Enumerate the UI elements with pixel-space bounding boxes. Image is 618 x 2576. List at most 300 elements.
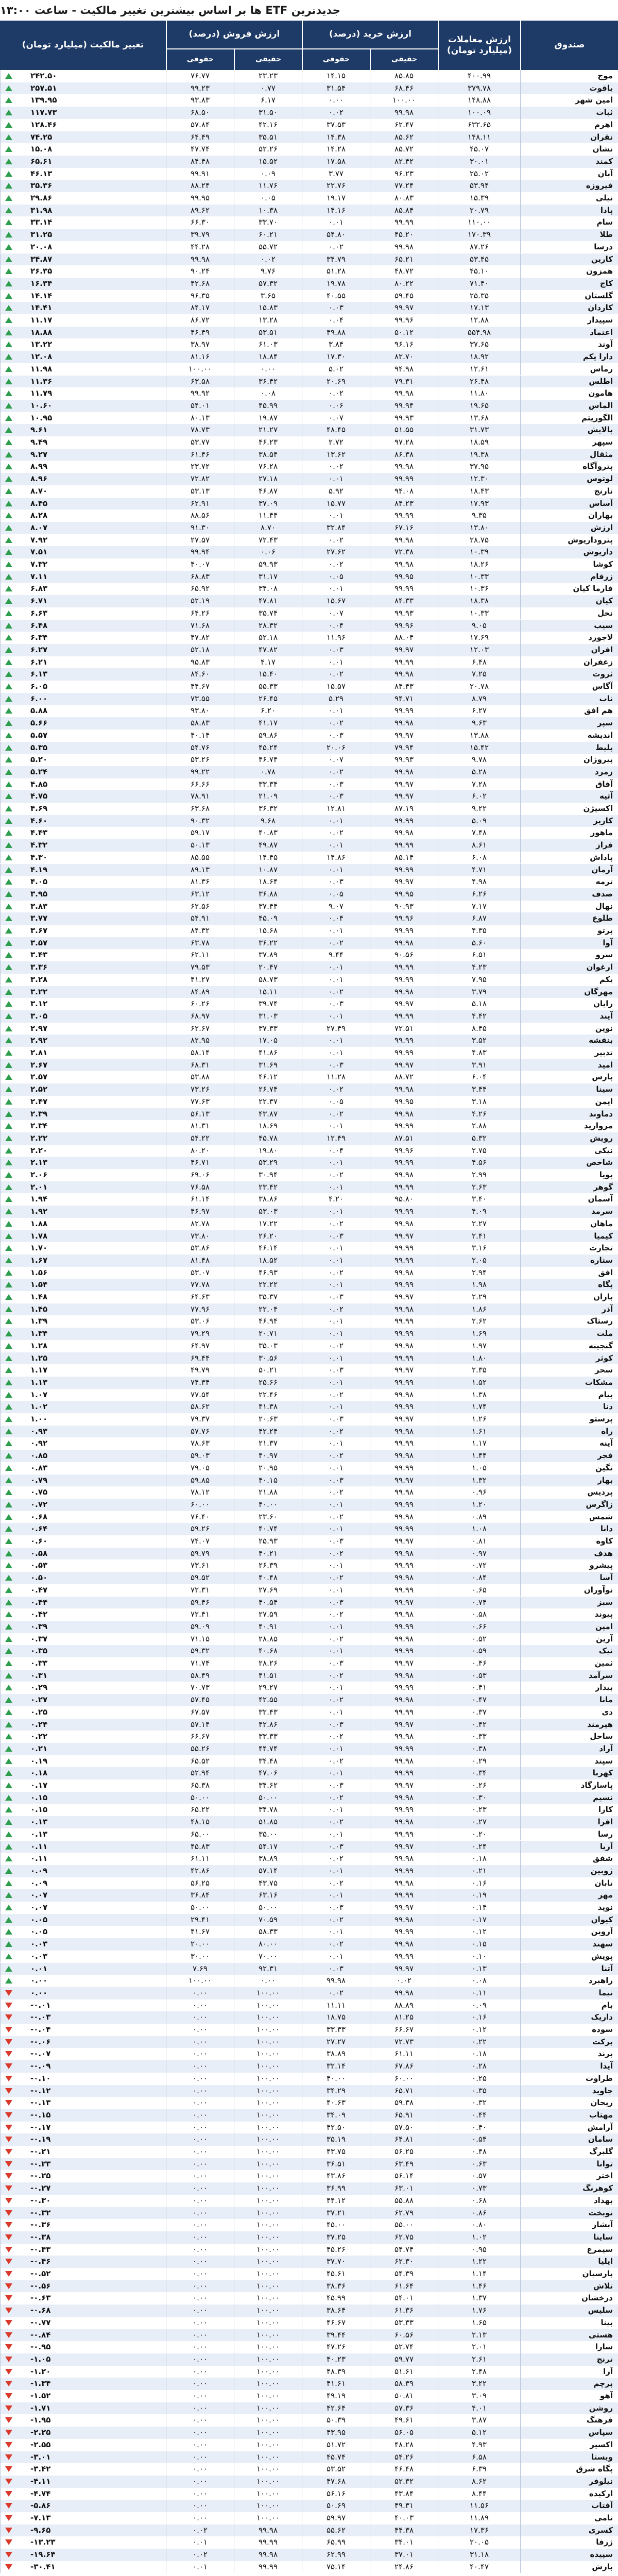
fund-name-cell: نیلوفر <box>520 2476 618 2488</box>
ownership-change-cell: ۰.۰۹ <box>0 1877 166 1890</box>
table-row <box>0 2304 618 2317</box>
ownership-change-cell: -۱۹.۶۴ <box>0 2549 166 2561</box>
table-row <box>0 1572 618 1584</box>
sell-real-cell: ۲۲.۲۲ <box>234 1279 302 1291</box>
table-row <box>0 1767 618 1780</box>
ownership-change-cell: ۳.۱۲ <box>0 998 166 1010</box>
ownership-change-cell: ۱.۰۷ <box>0 1389 166 1401</box>
table-row <box>0 876 618 888</box>
ownership-change-cell: ۱.۳۹ <box>0 1315 166 1328</box>
sell-legal-cell: ۸۴.۳۲ <box>166 925 234 937</box>
sell-real-cell: ۴۰.۷۴ <box>234 1523 302 1535</box>
sell-real-cell: ۲۲.۰۴ <box>234 1303 302 1316</box>
ownership-change-cell: ۵.۸۸ <box>0 705 166 717</box>
ownership-change-cell: ۰.۰۳ <box>0 1951 166 1963</box>
fund-name-cell: آرمان <box>520 864 618 876</box>
fund-name-cell: پیروزان <box>520 754 618 766</box>
trade-value-cell: ۱۷.۳۶ <box>438 2524 520 2537</box>
fund-name-cell: ریحان <box>520 2097 618 2109</box>
table-row <box>0 290 618 302</box>
fund-name-cell: کارا <box>520 1804 618 1816</box>
sell-real-cell: ۳۷.۰۹ <box>234 498 302 510</box>
fund-name-cell: رایان <box>520 998 618 1010</box>
fund-name-cell: الماس <box>520 400 618 412</box>
trade-value-cell: ۷.۴۸ <box>438 827 520 839</box>
sell-legal-cell: ۷۷.۶۳ <box>166 1096 234 1108</box>
sell-legal-cell: ۷۸.۹۱ <box>166 790 234 803</box>
ownership-change-cell: ۴۶.۱۳ <box>0 168 166 180</box>
buy-real-cell: ۹۹.۹۹ <box>370 705 438 717</box>
trade-value-cell: ۲.۹۹ <box>438 1169 520 1181</box>
buy-real-cell: ۹۹.۹۶ <box>370 912 438 925</box>
buy-legal-cell: ۰.۰۲ <box>302 1426 370 1438</box>
ownership-change-cell: ۰.۶۰ <box>0 1535 166 1548</box>
buy-legal-cell: ۴۸.۴۵ <box>302 424 370 436</box>
sell-legal-cell: ۵۰.۰۰ <box>166 1792 234 1804</box>
buy-legal-cell: ۳۴.۲۹ <box>302 2085 370 2097</box>
sell-real-cell: ۳۵.۵۱ <box>234 131 302 144</box>
buy-legal-cell: ۰.۰۲ <box>302 1938 370 1951</box>
trade-value-cell: ۶.۴۸ <box>438 656 520 669</box>
sell-legal-cell: ۸۰.۱۳ <box>166 412 234 425</box>
table-row <box>0 1437 618 1450</box>
buy-real-cell: ۶۵.۲۱ <box>370 253 438 266</box>
buy-legal-cell: ۰.۰۱ <box>302 1120 370 1132</box>
trade-value-cell: ۰.۵۹ <box>438 1645 520 1657</box>
buy-legal-cell: ۴۵.۷۴ <box>302 2451 370 2464</box>
table-row <box>0 1597 618 1609</box>
table-row <box>0 1132 618 1145</box>
trade-value-cell: ۰.۱۷ <box>438 1914 520 1926</box>
buy-legal-cell: ۶۲.۹۹ <box>302 2549 370 2561</box>
buy-legal-cell: ۵۶.۱۶ <box>302 2488 370 2500</box>
table-row <box>0 1841 618 1853</box>
ownership-change-cell: ۰.۰۵ <box>0 1926 166 1938</box>
fund-name-cell: نوبخت <box>520 2207 618 2219</box>
buy-legal-cell: ۰.۰۳ <box>302 1364 370 1377</box>
sell-legal-cell: ۵۴.۲۲ <box>166 1132 234 1145</box>
table-row <box>0 229 618 241</box>
table-row <box>0 1096 618 1108</box>
sell-real-cell: ۱۰۰.۰۰ <box>234 2488 302 2500</box>
sell-legal-cell: ۹۹.۲۳ <box>166 82 234 95</box>
sell-legal-cell: ۷۱.۶۸ <box>166 620 234 632</box>
table-row <box>0 107 618 119</box>
buy-real-cell: ۶۸.۴۶ <box>370 82 438 95</box>
fund-name-cell: سپاس <box>520 2427 618 2439</box>
ownership-change-cell: ۲.۹۲ <box>0 1035 166 1047</box>
buy-legal-cell: ۴۶.۶۷ <box>302 2317 370 2329</box>
sell-real-cell: ۲۳.۶۰ <box>234 1511 302 1523</box>
buy-legal-cell: ۰.۰۱ <box>302 473 370 485</box>
buy-legal-cell: ۰.۰۱ <box>302 1682 370 1694</box>
buy-real-cell: ۹۹.۹۹ <box>370 1645 438 1657</box>
buy-real-cell: ۹۹.۹۸ <box>370 387 438 400</box>
buy-legal-cell: ۱۷.۵۸ <box>302 156 370 168</box>
sell-legal-cell: ۰.۰۰ <box>166 2073 234 2085</box>
table-row <box>0 400 618 412</box>
table-row <box>0 730 618 742</box>
buy-real-cell: ۹۷.۲۸ <box>370 436 438 449</box>
buy-legal-cell: ۴.۲۰ <box>302 1193 370 1206</box>
buy-legal-cell: ۱۷.۳۰ <box>302 351 370 363</box>
trade-value-cell: ۱۲.۳۰ <box>438 473 520 485</box>
fund-name-cell: نگین <box>520 1462 618 1475</box>
sell-real-cell: ۳۵.۳۷ <box>234 1291 302 1303</box>
ownership-change-cell: ۶.۶۳ <box>0 607 166 620</box>
sell-real-cell: ۲۱.۲۷ <box>234 424 302 436</box>
ownership-change-cell: ۰.۷۵ <box>0 1486 166 1499</box>
buy-legal-cell: ۰.۰۲ <box>302 1731 370 1743</box>
ownership-change-cell: ۲.۴۷ <box>0 1096 166 1108</box>
ownership-change-cell: -۰.۳۰ <box>0 2195 166 2207</box>
buy-real-cell: ۹۹.۹۸ <box>370 107 438 119</box>
buy-real-cell: ۵۵.۰۰ <box>370 2219 438 2231</box>
table-row <box>0 571 618 583</box>
buy-legal-cell: ۱۹.۱۷ <box>302 192 370 205</box>
trade-value-cell: ۲.۴۱ <box>438 1230 520 1243</box>
sell-legal-cell: ۲۷.۵۷ <box>166 534 234 547</box>
sell-legal-cell: ۰.۰۰ <box>166 2170 234 2182</box>
buy-legal-cell: ۰.۰۱ <box>302 1315 370 1328</box>
buy-legal-cell: ۰.۰۲ <box>302 241 370 253</box>
buy-real-cell: ۹۹.۹۸ <box>370 1218 438 1230</box>
sell-legal-cell: ۶۹.۰۶ <box>166 1169 234 1181</box>
table-row <box>0 1291 618 1303</box>
ownership-change-cell: ۰.۰۷ <box>0 1889 166 1902</box>
buy-real-cell: ۴۹.۶۱ <box>370 2414 438 2427</box>
sell-real-cell: ۷۰.۵۹ <box>234 1914 302 1926</box>
fund-name-cell: سبز <box>520 1597 618 1609</box>
sell-legal-cell: ۷۹.۰۵ <box>166 1462 234 1475</box>
fund-name-cell: گلستان <box>520 290 618 302</box>
ownership-change-cell: ۲.۵۲ <box>0 1083 166 1096</box>
table-row <box>0 778 618 791</box>
buy-legal-cell: ۰.۰۰ <box>302 94 370 107</box>
sell-real-cell: ۲۵.۶۶ <box>234 1377 302 1389</box>
trade-value-cell: ۱۰.۳۶ <box>438 583 520 595</box>
table-row <box>0 1242 618 1255</box>
sell-real-cell: ۰.۰۰ <box>234 1975 302 1987</box>
ownership-change-cell: ۰.۶۴ <box>0 1523 166 1535</box>
sell-legal-cell: ۵۳.۲۶ <box>166 754 234 766</box>
buy-real-cell: ۹۹.۹۹ <box>370 864 438 876</box>
ownership-change-cell: -۲.۲۵ <box>0 2427 166 2439</box>
buy-legal-cell: ۰.۰۷ <box>302 754 370 766</box>
buy-legal-cell: ۴۰.۲۳ <box>302 2353 370 2366</box>
ownership-change-cell: ۲.۵۷ <box>0 1071 166 1083</box>
table-row <box>0 216 618 229</box>
sell-real-cell: ۵۵.۷۲ <box>234 241 302 253</box>
buy-real-cell: ۹۹.۹۸ <box>370 1816 438 1828</box>
trade-value-cell: ۵.۰۹ <box>438 815 520 827</box>
sell-legal-cell: ۰.۰۰ <box>166 2317 234 2329</box>
table-row <box>0 1645 618 1657</box>
sell-real-cell: ۴۶.۹۴ <box>234 1315 302 1328</box>
sell-real-cell: ۱۰۰.۰۰ <box>234 2427 302 2439</box>
trade-value-cell: ۰.۱۸ <box>438 2048 520 2060</box>
ownership-change-cell: ۸.۰۷ <box>0 522 166 534</box>
buy-real-cell: ۹۹.۹۸ <box>370 241 438 253</box>
sell-legal-cell: ۶۶.۳۰ <box>166 216 234 229</box>
trade-value-cell: ۱۷۰.۳۹ <box>438 229 520 241</box>
table-row <box>0 2219 618 2231</box>
fund-name-cell: سپیدار <box>520 314 618 327</box>
sell-real-cell: ۲۷.۵۹ <box>234 1608 302 1621</box>
buy-real-cell: ۹۵.۸۰ <box>370 1193 438 1206</box>
fund-name-cell: آبشار <box>520 2219 618 2231</box>
trade-value-cell: ۹.۷۸ <box>438 754 520 766</box>
sell-real-cell: ۵۱.۸۵ <box>234 1816 302 1828</box>
trade-value-cell: ۱۱.۸۰ <box>438 387 520 400</box>
sell-legal-cell: ۰.۰۰ <box>166 2451 234 2464</box>
sell-real-cell: ۲۲.۳۷ <box>234 1096 302 1108</box>
sell-real-cell: ۴۱.۵۱ <box>234 1670 302 1682</box>
buy-real-cell: ۵۰.۱۲ <box>370 327 438 339</box>
buy-real-cell: ۹۹.۹۹ <box>370 1889 438 1902</box>
trade-value-cell: ۲.۳۵ <box>438 1364 520 1377</box>
table-row <box>0 205 618 217</box>
fund-name-cell: جاوید <box>520 2085 618 2097</box>
sell-real-cell: ۹۹.۹۸ <box>234 2524 302 2537</box>
ownership-change-cell: ۳.۸۳ <box>0 901 166 913</box>
fund-name-cell: راه <box>520 1426 618 1438</box>
buy-legal-cell: ۳.۸۴ <box>302 338 370 351</box>
buy-real-cell: ۹۹.۹۹ <box>370 1120 438 1132</box>
fund-name-cell: سوده <box>520 2024 618 2036</box>
sell-real-cell: ۳۷.۴۴ <box>234 901 302 913</box>
buy-real-cell: ۹۹.۹۹ <box>370 1682 438 1694</box>
trade-value-cell: ۲.۱۳ <box>438 2329 520 2342</box>
fund-name-cell: آسا <box>520 1572 618 1584</box>
trade-value-cell: ۰.۰۸ <box>438 1975 520 1987</box>
ownership-change-cell: -۰.۷۷ <box>0 2317 166 2329</box>
buy-real-cell: ۹۹.۹۷ <box>370 1657 438 1670</box>
buy-legal-cell: ۰.۰۲ <box>302 1511 370 1523</box>
sell-legal-cell: ۱۰۰.۰۰ <box>166 363 234 376</box>
buy-real-cell: ۸۸.۸۹ <box>370 1999 438 2012</box>
sell-legal-cell: ۶۴.۹۷ <box>166 1340 234 1352</box>
trade-value-cell: ۵۳.۹۴ <box>438 180 520 192</box>
trade-value-cell: ۴.۲۶ <box>438 1108 520 1121</box>
trade-value-cell: ۵.۱۸ <box>438 998 520 1010</box>
fund-name-cell: پیام <box>520 1389 618 1401</box>
ownership-change-cell: -۳۰.۴۱ <box>0 2561 166 2573</box>
fund-name-cell: آگاس <box>520 681 618 693</box>
fund-name-cell: افق <box>520 1267 618 1279</box>
table-row <box>0 156 618 168</box>
ownership-change-cell: -۱.۳۴ <box>0 2378 166 2390</box>
ownership-change-cell: ۰.۰۳ <box>0 1938 166 1951</box>
sell-legal-cell: ۰.۰۰ <box>166 2414 234 2427</box>
ownership-change-cell: ۶.۰۰ <box>0 693 166 705</box>
ownership-change-cell: ۰.۱۷ <box>0 1780 166 1792</box>
buy-legal-cell: ۰.۰۳ <box>302 1963 370 1975</box>
sell-legal-cell: ۶۲.۱۱ <box>166 949 234 961</box>
sell-real-cell: ۱۰۰.۰۰ <box>234 2268 302 2280</box>
table-row <box>0 1328 618 1340</box>
ownership-change-cell: -۰.۶۳ <box>0 2292 166 2304</box>
table-row <box>0 131 618 144</box>
ownership-change-cell: ۱۴.۴۱ <box>0 302 166 314</box>
table-row <box>0 693 618 705</box>
fund-name-cell: هدف <box>520 1548 618 1560</box>
buy-real-cell: ۹۹.۹۸ <box>370 1987 438 1999</box>
table-row <box>0 1499 618 1511</box>
trade-value-cell: ۰.۹۷ <box>438 1548 520 1560</box>
buy-legal-cell: ۰.۰۳ <box>302 1475 370 1487</box>
sell-legal-cell: ۰.۰۰ <box>166 2341 234 2353</box>
trade-value-cell: ۶.۵۸ <box>438 2451 520 2464</box>
ownership-change-cell: ۰.۱۱ <box>0 1841 166 1853</box>
sell-legal-cell: ۰.۰۰ <box>166 2427 234 2439</box>
buy-real-cell: ۹۰.۹۳ <box>370 901 438 913</box>
buy-real-cell: ۹۹.۹۸ <box>370 1731 438 1743</box>
sell-legal-cell: ۹۶.۳۵ <box>166 290 234 302</box>
sell-real-cell: ۳۵.۷۴ <box>234 607 302 620</box>
sell-real-cell: ۲۶.۷۴ <box>234 1083 302 1096</box>
fund-name-cell: پرند <box>520 2048 618 2060</box>
buy-legal-cell: ۲۷.۶۲ <box>302 546 370 558</box>
sell-legal-cell: ۴۴.۲۸ <box>166 241 234 253</box>
sell-real-cell: ۶۰.۲۱ <box>234 229 302 241</box>
trade-value-cell: ۰.۵۴ <box>438 2133 520 2146</box>
buy-real-cell: ۹۹.۹۹ <box>370 1047 438 1059</box>
trade-value-cell: ۱.۶۹ <box>438 1328 520 1340</box>
ownership-change-cell: -۰.۱۰ <box>0 2073 166 2085</box>
trade-value-cell: ۶.۲۶ <box>438 888 520 901</box>
fund-name-cell: برکت <box>520 2036 618 2048</box>
buy-real-cell: ۹۹.۹۹ <box>370 1560 438 1572</box>
table-row <box>0 1853 618 1865</box>
sell-legal-cell: ۶۲.۵۶ <box>166 901 234 913</box>
trade-value-cell: ۲۰.۰۵ <box>438 2536 520 2549</box>
buy-legal-cell: ۱۴.۱۶ <box>302 205 370 217</box>
buy-real-cell: ۹۹.۹۷ <box>370 876 438 888</box>
ownership-change-cell: ۳۳.۱۴ <box>0 216 166 229</box>
trade-value-cell: ۰.۵۷ <box>438 2170 520 2182</box>
fund-name-cell: اختر <box>520 2170 618 2182</box>
trade-value-cell: ۲.۲۷ <box>438 1218 520 1230</box>
sell-real-cell: ۱۸.۵۲ <box>234 1255 302 1267</box>
fund-name-cell: کاردان <box>520 302 618 314</box>
buy-real-cell: ۹۹.۹۷ <box>370 730 438 742</box>
trade-value-cell: ۶.۳۹ <box>438 2463 520 2476</box>
ownership-change-cell: ۸.۲۸ <box>0 510 166 522</box>
sell-real-cell: ۴۱.۱۷ <box>234 717 302 730</box>
sell-legal-cell: ۴۸.۱۵ <box>166 1816 234 1828</box>
buy-real-cell: ۹۹.۹۸ <box>370 1792 438 1804</box>
trade-value-cell: ۱.۹۷ <box>438 1340 520 1352</box>
buy-legal-cell: ۰.۰۵ <box>302 571 370 583</box>
sell-legal-cell: ۴۷.۷۴ <box>166 143 234 156</box>
sell-legal-cell: ۵۹.۸۵ <box>166 1475 234 1487</box>
table-row <box>0 1255 618 1267</box>
ownership-change-cell: ۴.۷۵ <box>0 790 166 803</box>
sell-legal-cell: ۵۳.۰۷ <box>166 1267 234 1279</box>
buy-legal-cell: ۰.۰۱ <box>302 1865 370 1877</box>
sell-legal-cell: ۸۹.۶۲ <box>166 205 234 217</box>
sell-real-cell: ۲۷.۱۸ <box>234 473 302 485</box>
table-row <box>0 1413 618 1426</box>
header-buy: ارزش خرید (درصد) <box>302 21 438 49</box>
sell-legal-cell: ۷۳.۲۶ <box>166 1083 234 1096</box>
fund-name-cell: آینه <box>520 1437 618 1450</box>
sell-real-cell: ۱۰۰.۰۰ <box>234 1999 302 2012</box>
sell-legal-cell: ۰.۰۰ <box>166 2439 234 2451</box>
sell-legal-cell: ۷۹.۲۹ <box>166 1328 234 1340</box>
buy-legal-cell: ۱۱.۹۶ <box>302 632 370 644</box>
buy-real-cell: ۹۹.۹۸ <box>370 766 438 778</box>
header-buy-real: حقیقی <box>370 49 438 70</box>
buy-real-cell: ۹۹.۹۹ <box>370 1621 438 1633</box>
fund-name-cell: داریک <box>520 2011 618 2024</box>
ownership-change-cell: ۲.۲۰ <box>0 1145 166 1157</box>
buy-legal-cell: ۹.۰۷ <box>302 901 370 913</box>
ownership-change-cell: -۰.۵۲ <box>0 2268 166 2280</box>
table-row <box>0 2512 618 2524</box>
fund-name-cell: نوین <box>520 1023 618 1035</box>
sell-real-cell: ۴۳.۷۵ <box>234 1877 302 1890</box>
buy-real-cell: ۵۶.۲۵ <box>370 2146 438 2158</box>
table-row <box>0 2353 618 2366</box>
sell-legal-cell: ۳۶.۸۴ <box>166 1889 234 1902</box>
buy-legal-cell: ۴۲.۶۴ <box>302 2402 370 2415</box>
sell-legal-cell: ۶۳.۶۸ <box>166 803 234 815</box>
ownership-change-cell: ۵.۲۴ <box>0 766 166 778</box>
trade-value-cell: ۱۹.۶۵ <box>438 400 520 412</box>
ownership-change-cell: ۱۳۹.۹۵ <box>0 94 166 107</box>
trade-value-cell: ۰.۱۸ <box>438 1853 520 1865</box>
trade-value-cell: ۱۰.۳۳ <box>438 607 520 620</box>
sell-real-cell: ۹۹.۹۹ <box>234 2561 302 2573</box>
buy-legal-cell: ۰.۰۱ <box>302 1645 370 1657</box>
buy-legal-cell: ۵.۰۲ <box>302 363 370 376</box>
trade-value-cell: ۳.۹۱ <box>438 1059 520 1072</box>
fund-name-cell: کمند <box>520 156 618 168</box>
buy-legal-cell: ۰.۰۲ <box>302 558 370 571</box>
sell-real-cell: ۱۰۰.۰۰ <box>234 2024 302 2036</box>
sell-real-cell: ۳۴.۰۸ <box>234 583 302 595</box>
table-row <box>0 1083 618 1096</box>
sell-real-cell: ۲۰.۷۱ <box>234 1328 302 1340</box>
sell-real-cell: ۶۳.۱۶ <box>234 1889 302 1902</box>
table-row <box>0 1657 618 1670</box>
table-row <box>0 485 618 498</box>
sell-real-cell: ۲۶.۳۹ <box>234 1560 302 1572</box>
ownership-change-cell: -۰.۸۴ <box>0 2329 166 2342</box>
trade-value-cell: ۳۱.۱۸ <box>438 2549 520 2561</box>
buy-real-cell: ۹۹.۹۸ <box>370 1877 438 1890</box>
sell-legal-cell: ۵۹.۳۲ <box>166 1645 234 1657</box>
sell-real-cell: ۳۲.۴۳ <box>234 1706 302 1719</box>
table-row <box>0 363 618 376</box>
buy-legal-cell: ۰.۰۲ <box>302 1987 370 1999</box>
buy-real-cell: ۴۸.۷۲ <box>370 265 438 278</box>
ownership-change-cell: ۰.۳۹ <box>0 1621 166 1633</box>
sell-legal-cell: ۰.۰۰ <box>166 1999 234 2012</box>
fund-name-cell: تلاش <box>520 2280 618 2293</box>
ownership-change-cell: -۵.۸۶ <box>0 2500 166 2512</box>
table-row <box>0 2414 618 2427</box>
table-row <box>0 1145 618 1157</box>
trade-value-cell: ۲.۶۳ <box>438 1181 520 1194</box>
buy-real-cell: ۹۹.۹۹ <box>370 1743 438 1755</box>
sell-real-cell: ۹.۷۶ <box>234 265 302 278</box>
buy-real-cell: ۸۴.۳۳ <box>370 595 438 607</box>
fund-name-cell: سپیده <box>520 2549 618 2561</box>
fund-name-cell: نسیم <box>520 1792 618 1804</box>
